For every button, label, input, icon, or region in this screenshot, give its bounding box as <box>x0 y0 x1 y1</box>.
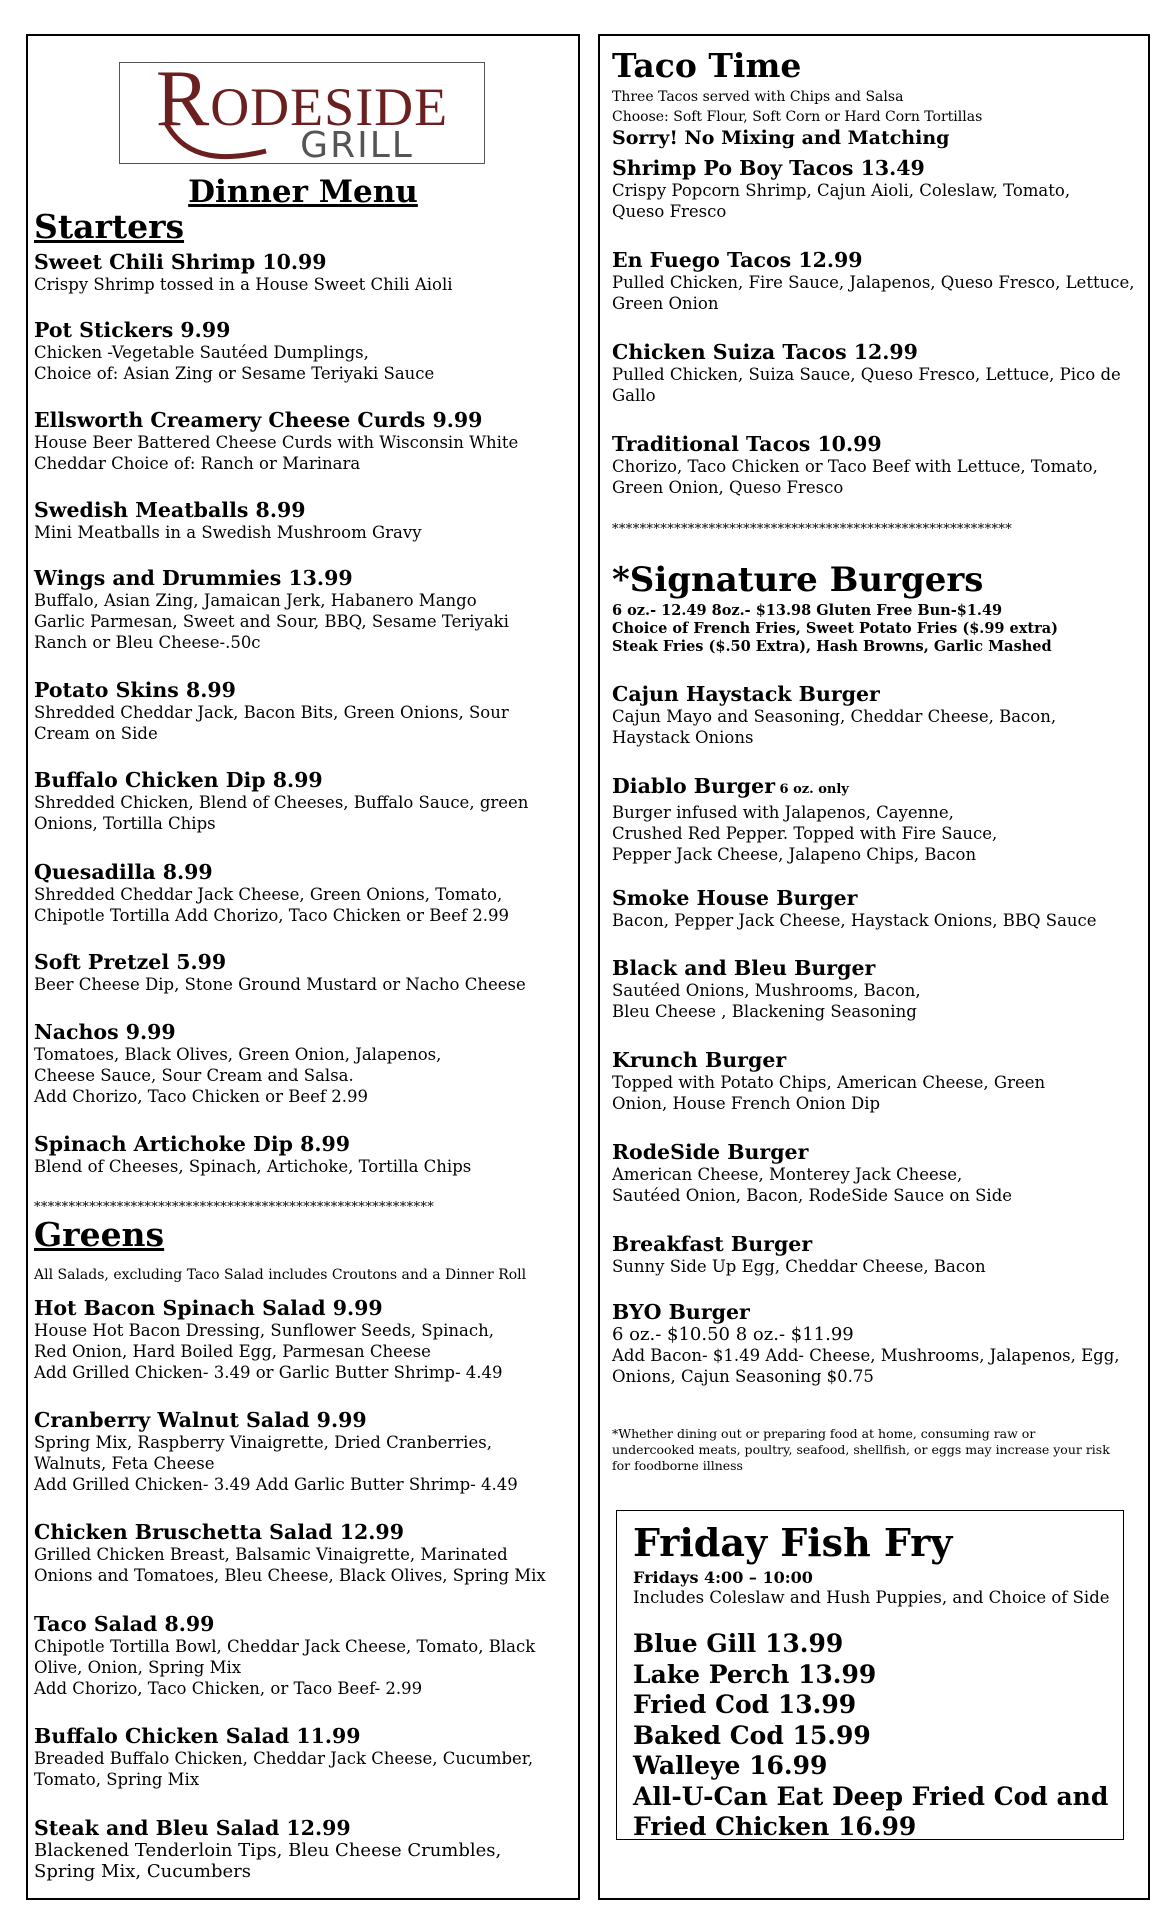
menu-item: Breakfast Burger Sunny Side Up Egg, Cheddar Cheese, Bacon <box>612 1232 986 1276</box>
divider: ********************************************************** <box>612 522 1013 537</box>
list-item: Baked Cod 15.99 <box>633 1720 871 1750</box>
menu-item: Cajun Haystack Burger Cajun Mayo and Seasoning, Cheddar Cheese, Bacon, Haystack Onions <box>612 682 1057 747</box>
menu-item: En Fuego Tacos 12.99 Pulled Chicken, Fire Sauce, Jalapenos, Queso Fresco, Lettuce, Green Onion <box>612 248 1135 313</box>
menu-item: Smoke House Burger Bacon, Pepper Jack Cheese, Haystack Onions, BBQ Sauce <box>612 886 1097 930</box>
tacos-tortilla-choice: Choose: Soft Flour, Soft Corn or Hard Corn Tortillas <box>612 109 983 125</box>
menu-item: Ellsworth Creamery Cheese Curds 9.99 House Beer Battered Cheese Curds with Wisconsin White Cheddar Choice of: Ranch or Marinara <box>34 408 519 473</box>
fish-fry-box <box>616 1510 1124 1840</box>
list-item: Fried Cod 13.99 <box>633 1690 857 1719</box>
divider: ********************************************************** <box>34 1200 435 1215</box>
menu-item: Soft Pretzel 5.99 Beer Cheese Dip, Stone Ground Mustard or Nacho Cheese <box>34 950 526 994</box>
burgers-info: 6 oz.- 12.49 8oz.- $13.98 Gluten Free Bun-$1.49 Choice of French Fries, Sweet Potato Fries ($.99 extra) Steak Fries ($.50 Extra), Hash Browns, Garlic Mashed <box>612 602 1059 655</box>
food-safety-disclaimer: *Whether dining out or preparing food at home, consuming raw or undercooked meats, poultry, seafood, shellfish, or eggs may increase your risk for foodborne illness <box>612 1426 1110 1473</box>
menu-item: Cranberry Walnut Salad 9.99 Spring Mix, Raspberry Vinaigrette, Dried Cranberries, Walnuts, Feta Cheese Add Grilled Chicken- 3.49 Add Garlic Butter Shrimp- 4.49 <box>34 1408 518 1494</box>
tacos-subtitle: Three Tacos served with Chips and Salsa <box>612 89 904 105</box>
menu-item: RodeSide Burger American Cheese, Monterey Jack Cheese, Sautéed Onion, Bacon, RodeSide Sauce on Side <box>612 1140 1013 1205</box>
starters-heading: Starters <box>34 207 185 246</box>
fish-fry-hours: Fridays 4:00 – 10:00 <box>633 1568 813 1587</box>
menu-item: Buffalo Chicken Dip 8.99 Shredded Chicken, Blend of Cheeses, Buffalo Sauce, green Onions, Tortilla Chips <box>34 768 529 833</box>
list-item: Walleye 16.99 <box>633 1751 828 1780</box>
burgers-heading: *Signature Burgers <box>612 560 984 600</box>
restaurant-logo <box>119 55 485 166</box>
greens-note: All Salads, excluding Taco Salad includes Croutons and a Dinner Roll <box>34 1267 527 1283</box>
menu-item: Sweet Chili Shrimp 10.99 Crispy Shrimp tossed in a House Sweet Chili Aioli <box>34 250 453 294</box>
menu-item: Buffalo Chicken Salad 11.99 Breaded Buffalo Chicken, Cheddar Jack Cheese, Cucumber, Tomato, Spring Mix <box>34 1724 534 1789</box>
menu-item: Quesadilla 8.99 Shredded Cheddar Jack Cheese, Green Onions, Tomato, Chipotle Tortilla Add Chorizo, Taco Chicken or Beef 2.99 <box>34 860 509 925</box>
tacos-warning: Sorry! No Mixing and Matching <box>612 127 950 149</box>
menu-item: Krunch Burger Topped with Potato Chips, American Cheese, Green Onion, House French Onion Dip <box>612 1048 1046 1113</box>
logo-name: ODESIDE <box>210 77 449 137</box>
menu-item: Black and Bleu Burger Sautéed Onions, Mushrooms, Bacon, Bleu Cheese , Blackening Seasoning <box>612 956 921 1021</box>
list-item: Lake Perch 13.99 <box>633 1659 877 1689</box>
menu-item: Potato Skins 8.99 Shredded Cheddar Jack, Bacon Bits, Green Onions, Sour Cream on Side <box>34 678 509 743</box>
logo-subtitle: GRILL <box>300 125 414 166</box>
menu-item: Taco Salad 8.99 Chipotle Tortilla Bowl, Cheddar Jack Cheese, Tomato, Black Olive, Onion, Spring Mix Add Chorizo, Taco Chicken, or Taco Beef- 2.99 <box>34 1612 536 1698</box>
list-item: All-U-Can Eat Deep Fried Cod and <box>633 1781 1109 1811</box>
tacos-heading: Taco Time <box>612 46 802 85</box>
menu-item: Pot Stickers 9.99 Chicken -Vegetable Sautéed Dumplings, Choice of: Asian Zing or Sesame Teriyaki Sauce <box>34 318 435 383</box>
right-column <box>598 34 1150 1900</box>
menu-item: Traditional Tacos 10.99 Chorizo, Taco Chicken or Taco Beef with Lettuce, Tomato, Green Onion, Queso Fresco <box>612 432 1098 497</box>
list-item: Blue Gill 13.99 <box>633 1629 844 1658</box>
menu-item: Steak and Bleu Salad 12.99 Blackened Tenderloin Tips, Bleu Cheese Crumbles, Spring Mix, Cucumbers <box>34 1816 502 1882</box>
menu-item: Hot Bacon Spinach Salad 9.99 House Hot Bacon Dressing, Sunflower Seeds, Spinach, Red Onion, Hard Boiled Egg, Parmesan Cheese Add Grilled Chicken- 3.49 or Garlic Butter Shrimp- 4.49 <box>34 1296 503 1382</box>
fish-fry-includes: Includes Coleslaw and Hush Puppies, and Choice of Side <box>633 1588 1110 1607</box>
menu-item: Shrimp Po Boy Tacos 13.49 Crispy Popcorn Shrimp, Cajun Aioli, Coleslaw, Tomato, Queso Fresco <box>612 156 1071 221</box>
page-title: Dinner Menu <box>188 174 418 210</box>
list-item: Fried Chicken 16.99 <box>633 1812 917 1841</box>
logo-letter-r: R <box>155 55 211 143</box>
fish-fry-list <box>633 1629 1109 1843</box>
menu-item: Chicken Bruschetta Salad 12.99 Grilled Chicken Breast, Balsamic Vinaigrette, Marinated Onions and Tomatoes, Bleu Cheese, Black Olives, Spring Mix <box>34 1520 546 1585</box>
fish-fry-heading: Friday Fish Fry <box>633 1520 953 1565</box>
menu-item: BYO Burger 6 oz.- $10.50 8 oz.- $11.99 Add Bacon- $1.49 Add- Cheese, Mushrooms, Jalapenos, Egg, Onions, Cajun Seasoning $0.75 <box>612 1300 1120 1386</box>
menu-item: Nachos 9.99 Tomatoes, Black Olives, Green Onion, Jalapenos, Cheese Sauce, Sour Cream and Salsa. Add Chorizo, Taco Chicken or Beef 2.99 <box>34 1020 442 1106</box>
menu-item: Spinach Artichoke Dip 8.99 Blend of Cheeses, Spinach, Artichoke, Tortilla Chips <box>34 1132 472 1176</box>
menu-item: Diablo Burger 6 oz. only Burger infused with Jalapenos, Cayenne, Crushed Red Pepper. Topped with Fire Sauce, Pepper Jack Cheese, Jalapeno Chips, Bacon <box>612 774 998 864</box>
menu-item: Chicken Suiza Tacos 12.99 Pulled Chicken, Suiza Sauce, Queso Fresco, Lettuce, Pico de Gallo <box>612 340 1121 405</box>
greens-heading: Greens <box>34 1215 165 1254</box>
left-column <box>26 34 580 1900</box>
menu-item: Wings and Drummies 13.99 Buffalo, Asian Zing, Jamaican Jerk, Habanero Mango Garlic Parmesan, Sweet and Sour, BBQ, Sesame Teriyaki Ranch or Bleu Cheese-.50c <box>34 566 509 652</box>
menu-item: Swedish Meatballs 8.99 Mini Meatballs in a Swedish Mushroom Gravy <box>34 498 422 542</box>
